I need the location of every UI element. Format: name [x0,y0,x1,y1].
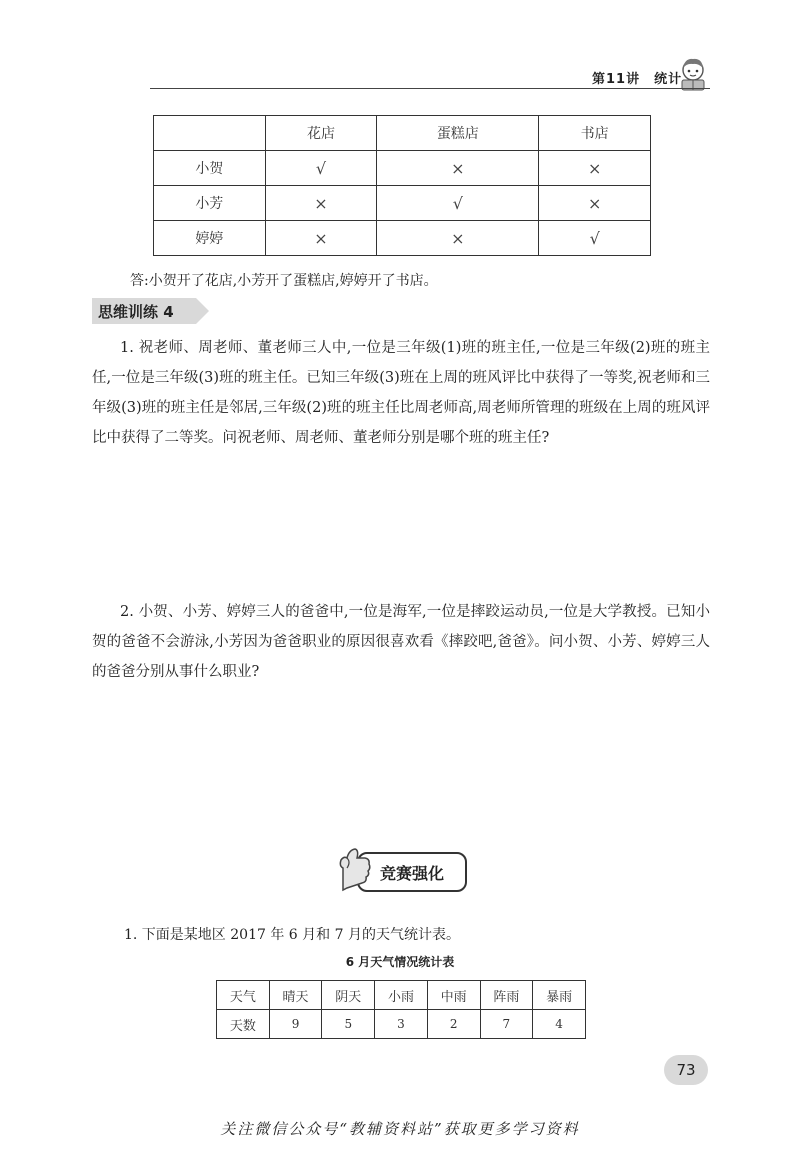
table-cell: × [265,221,377,256]
section-label-text: 思维训练 4 [98,303,174,321]
page-number: 73 [664,1055,708,1085]
shop-logic-table [153,115,651,256]
table-cell: 7 [480,1010,533,1039]
problem-1 [92,333,710,453]
table-header-cell: 晴天 [269,981,322,1010]
label-arrow-icon [196,298,209,324]
table-header-cell: 中雨 [427,981,480,1010]
table-cell: 4 [533,1010,586,1039]
problem-2-text: 2. 小贺、小芳、婷婷三人的爸爸中,一位是海军,一位是摔跤运动员,一位是大学教授。已知小贺的爸爸不会游泳,小芳因为爸爸职业的原因很喜欢看《摔跤吧,爸爸》。问小贺、小芳、婷婷三人的爸爸分别从事什么职业? [92,604,710,680]
mascot-girl-icon [676,56,710,92]
table-cell: √ [377,186,539,221]
header-rule [150,88,710,89]
table-header-row [154,116,651,151]
table-row [154,151,651,186]
table-header-cell [154,116,266,151]
contest-badge [335,846,467,892]
table-row [217,1010,586,1039]
table-header-cell: 花店 [265,116,377,151]
table-header-cell: 暴雨 [533,981,586,1010]
contest-question-1: 1. 下面是某地区 2017 年 6 月和 7 月的天气统计表。 [124,927,460,943]
problem-2 [92,597,710,687]
table-header-cell: 阴天 [322,981,375,1010]
thumbs-up-icon [335,846,375,892]
row-name: 小芳 [154,186,266,221]
table-header-cell: 蛋糕店 [377,116,539,151]
table-cell: × [539,151,651,186]
answer-text: 答:小贺开了花店,小芳开了蛋糕店,婷婷开了书店。 [130,273,438,289]
table-header-cell: 书店 [539,116,651,151]
table-cell: × [377,151,539,186]
contest-label: 竞赛强化 [379,864,444,883]
table-cell: × [265,186,377,221]
table-cell: √ [539,221,651,256]
table-header-cell: 小雨 [375,981,428,1010]
footer-note: 关注微信公众号“教辅资料站”获取更多学习资料 [220,1120,580,1138]
table-header-row [217,981,586,1010]
table-header-cell: 阵雨 [480,981,533,1010]
problem-1-text: 1. 祝老师、周老师、董老师三人中,一位是三年级(1)班的班主任,一位是三年级(2)班的班主任,一位是三年级(3)班的班主任。已知三年级(3)班在上周的班风评比中获得了一等奖,祝老师和三年级(3)班的班主任是邻居,三年级(2)班的班主任比周老师高,周老师所管理的班级在上周的班风评比中获得了二等奖。问祝老师、周老师、董老师分别是哪个班的班主任? [92,340,710,446]
table-cell: 9 [269,1010,322,1039]
table-row [154,186,651,221]
lesson-number: 第11讲 [592,72,641,87]
table-row [154,221,651,256]
table-cell: 5 [322,1010,375,1039]
table-cell: × [539,186,651,221]
table-cell: 2 [427,1010,480,1039]
table-cell: × [377,221,539,256]
table-header-cell: 天气 [217,981,270,1010]
lesson-title: 统计 [654,72,683,87]
row-name: 小贺 [154,151,266,186]
table-cell: 3 [375,1010,428,1039]
table-caption: 6 月天气情况统计表 [345,955,455,969]
weather-table [216,980,586,1039]
table-cell: √ [265,151,377,186]
table-cell: 天数 [217,1010,270,1039]
row-name: 婷婷 [154,221,266,256]
